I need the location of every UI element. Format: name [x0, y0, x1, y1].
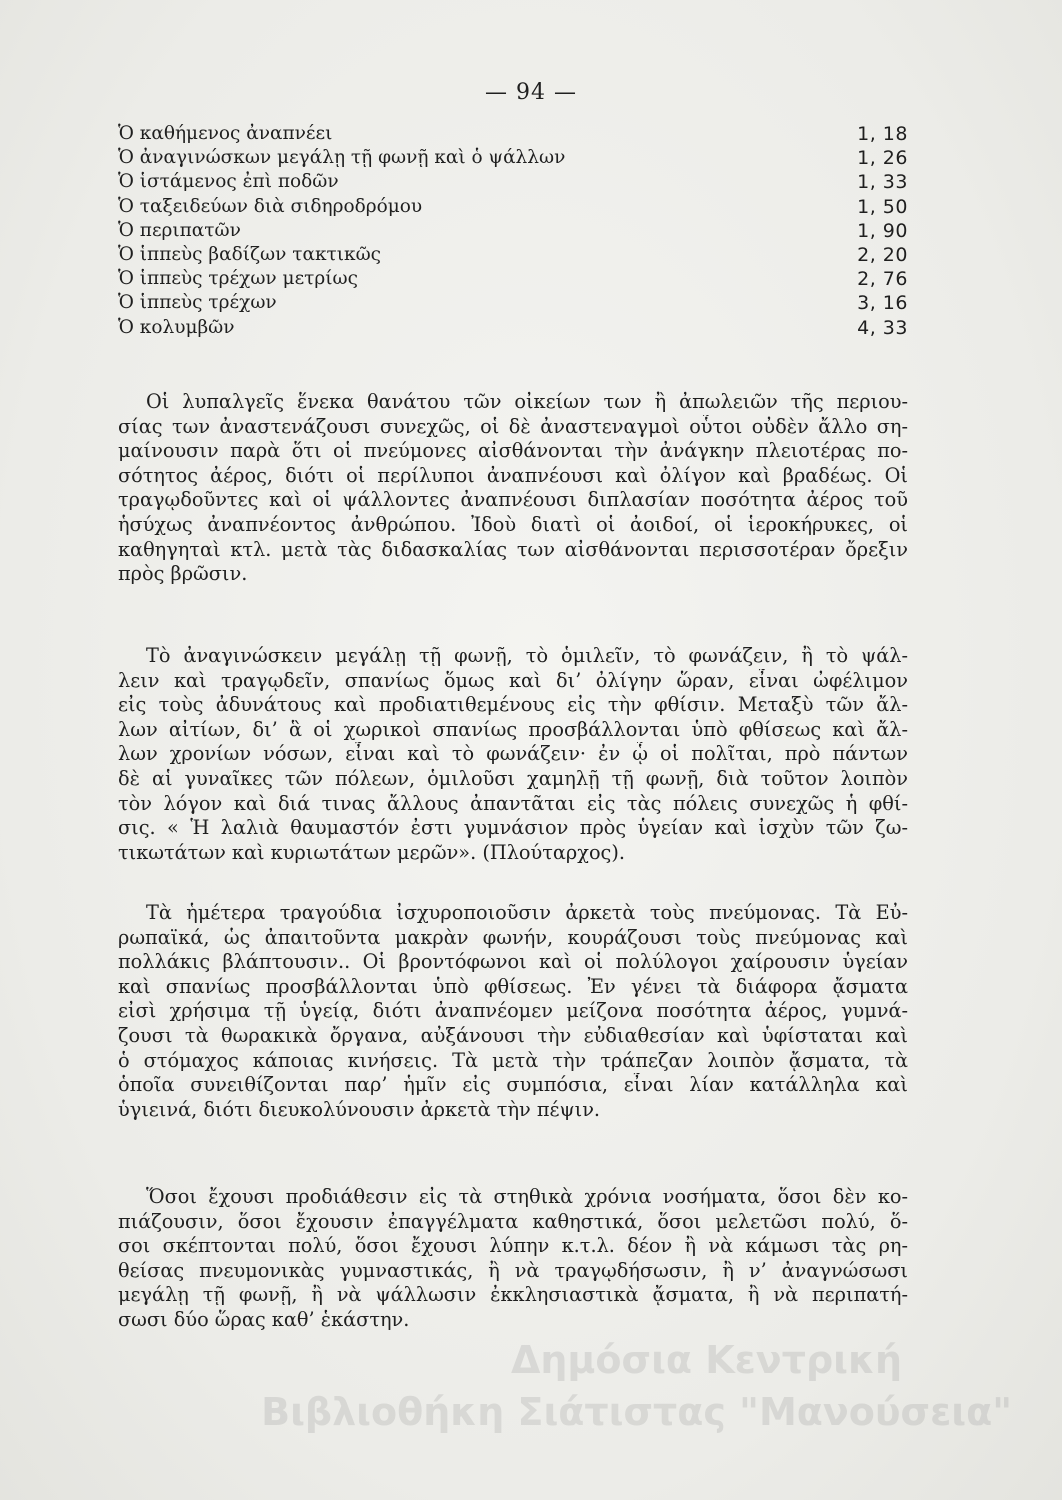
- text-line: ρωπαϊκά, ὡς ἀπαιτοῦντα μακρὰν φωνήν, κουράζουσι τοὺς πνεύμονας καὶ: [118, 925, 908, 949]
- row-label: Ὁ καθήμενος ἀναπνέει: [118, 123, 333, 144]
- table-row: [118, 122, 908, 146]
- paragraph-reading-aloud: [118, 644, 908, 865]
- text-line: σοι σκέπτονται πολύ, ὅσοι ἔχουσι λύπην κ.τ.λ. δέον ἢ νὰ κάμωσι τὰς ρη-: [118, 1234, 908, 1258]
- row-label: Ὁ ἱππεὺς βαδίζων τακτικῶς: [118, 243, 382, 265]
- row-label: Ὁ ἱππεὺς τρέχων μετρίως: [118, 268, 358, 290]
- text-line: σωσι δύο ὥρας καθ’ ἑκάστην.: [118, 1307, 410, 1331]
- table-row: [118, 267, 908, 291]
- text-line: μεγάλῃ τῇ φωνῇ, ἢ νὰ ψάλλωσιν ἐκκλησιαστικὰ ᾄσματα, ἢ νὰ περιπατή-: [118, 1283, 908, 1307]
- row-value: 1, 90: [857, 219, 908, 242]
- text-line: ὁ στόμαχος κάποιας κινήσεις. Τὰ μετὰ τὴν τράπεζαν λοιπὸν ᾄσματα, τὰ: [118, 1048, 908, 1072]
- text-line: ὑγιεινά, διότι διευκολύνουσιν ἀρκετὰ τὴν πέψιν.: [118, 1097, 601, 1121]
- table-row: [118, 291, 908, 315]
- text-line: δὲ αἱ γυναῖκες τῶν πόλεων, ὁμιλοῦσι χαμηλῇ τῇ φωνῇ, διὰ τοῦτον λοιπὸν: [118, 766, 908, 790]
- text-line: σις. « Ἡ λαλιὰ θαυμαστόν ἐστι γυμνάσιον πρὸς ὑγείαν καὶ ἰσχὺν τῶν ζω-: [118, 816, 908, 840]
- text-line: πιάζουσιν, ὅσοι ἔχουσιν ἐπαγγέλματα καθηστικά, ὅσοι μελετῶσι πολύ, ὅ-: [118, 1209, 908, 1233]
- page-number: — 94 —: [485, 80, 577, 105]
- library-watermark-line-1: Δημόσια Κεντρική: [510, 1338, 902, 1382]
- text-line: σότητος ἀέρος, διότι οἱ περίλυποι ἀναπνέουσι καὶ ὀλίγον καὶ βραδέως. Οἱ: [118, 463, 908, 487]
- row-value: 1, 18: [857, 123, 908, 145]
- text-line: λων αἰτίων, δι’ ἃ οἱ χωρικοὶ σπανίως προσβάλλονται ὑπὸ φθίσεως καὶ ἄλ-: [118, 717, 908, 741]
- text-line: λειν καὶ τραγῳδεῖν, σπανίως ὅμως καὶ δι’ ὀλίγην ὥραν, εἶναι ὠφέλιμον: [118, 668, 908, 692]
- paragraph-predisposition: [118, 1185, 908, 1333]
- text-line: τραγῳδοῦντες καὶ οἱ ψάλλοντες ἀναπνέουσι διπλασίαν ποσότητα ἀέρος τοῦ: [118, 488, 908, 512]
- table-row: [118, 316, 908, 340]
- text-line: πολλάκις βλάπτουσιν.. Οἱ βροντόφωνοι καὶ οἱ πολύλογοι χαίρουσιν ὑγείαν: [118, 950, 908, 974]
- text-line: μαίνουσιν παρὰ ὅτι οἱ πνεύμονες αἰσθάνονται τὴν ἀνάγκην πλειοτέρας πο-: [118, 439, 908, 463]
- text-line: Οἱ λυπαλγεῖς ἕνεκα θανάτου τῶν οἰκείων των ἢ ἀπωλειῶν τῆς περιου-: [146, 390, 908, 413]
- row-label: Ὁ ἀναγινώσκων μεγάλῃ τῇ φωνῇ καὶ ὁ ψάλλων: [118, 147, 566, 169]
- text-line: καθηγηταὶ κτλ. μετὰ τὰς διδασκαλίας των αἰσθάνονται περισσοτέραν ὄρεξιν: [118, 537, 908, 561]
- text-line: Τὸ ἀναγινώσκειν μεγάλῃ τῇ φωνῇ, τὸ ὁμιλεῖν, τὸ φωνάζειν, ἢ τὸ ψάλ-: [146, 644, 908, 667]
- row-label: Ὁ ἱστάμενος ἐπὶ ποδῶν: [118, 171, 339, 193]
- respiration-table: [118, 122, 908, 340]
- text-line: λων χρονίων νόσων, εἶναι καὶ τὸ φωνάζειν· ἐν ᾧ οἱ πολῖται, πρὸ πάντων: [118, 742, 908, 766]
- paragraph-grief-breathing: [118, 390, 908, 587]
- text-line: πρὸς βρῶσιν.: [118, 562, 248, 586]
- row-label: Ὁ ταξειδεύων διὰ σιδηροδρόμου: [118, 195, 423, 217]
- row-label: Ὁ περιπατῶν: [118, 219, 241, 241]
- table-row: [118, 243, 908, 267]
- table-row: [118, 195, 908, 219]
- text-line: εἰσὶ χρήσιμα τῇ ὑγείᾳ, διότι ἀναπνέομεν μείζονα ποσότητα ἀέρος, γυμνά-: [118, 999, 908, 1023]
- text-line: ζουσι τὰ θωρακικὰ ὄργανα, αὐξάνουσι τὴν εὐδιαθεσίαν καὶ ὑφίσταται καὶ: [118, 1023, 908, 1047]
- row-label: Ὁ κολυμβῶν: [118, 316, 235, 338]
- table-row: [118, 146, 908, 170]
- paragraph-songs: [118, 901, 908, 1122]
- row-value: 1, 33: [857, 171, 908, 194]
- row-value: 1, 50: [857, 195, 908, 218]
- row-value: 4, 33: [857, 316, 908, 339]
- text-line: Ὅσοι ἔχουσι προδιάθεσιν εἰς τὰ στηθικὰ χρόνια νοσήματα, ὅσοι δὲν κο-: [146, 1185, 908, 1208]
- text-line: θείσας πνευμονικὰς γυμναστικάς, ἢ νὰ τραγῳδήσωσιν, ἢ ν’ ἀναγνώσωσι: [118, 1258, 908, 1282]
- text-line: ὁποῖα συνειθίζονται παρ’ ἡμῖν εἰς συμπόσια, εἶναι λίαν κατάλληλα καὶ: [118, 1073, 908, 1097]
- row-label: Ὁ ἱππεὺς τρέχων: [118, 292, 277, 314]
- table-row: [118, 219, 908, 243]
- text-line: καὶ σπανίως προσβάλλονται ὑπὸ φθίσεως. Ἐν γένει τὰ διάφορα ᾄσματα: [118, 974, 908, 998]
- library-watermark-line-2: Βιβλιοθήκη Σιάτιστας "Μανούσεια": [261, 1390, 1012, 1434]
- row-value: 1, 26: [857, 147, 908, 170]
- row-value: 2, 20: [857, 243, 908, 266]
- text-line: σίας των ἀναστενάζουσι συνεχῶς, οἱ δὲ ἀναστεναγμοὶ οὗτοι οὐδὲν ἄλλο ση-: [118, 414, 908, 438]
- text-line: εἰς τοὺς ἀδυνάτους καὶ προδιατιθεμένους εἰς τὴν φθίσιν. Μεταξὺ τῶν ἄλ-: [118, 693, 908, 717]
- row-value: 3, 16: [857, 292, 908, 315]
- text-line: Τὰ ἡμέτερα τραγούδια ἰσχυροποιοῦσιν ἀρκετὰ τοὺς πνεύμονας. Τὰ Εὐ-: [146, 901, 908, 924]
- text-line: τὸν λόγον καὶ διά τινας ἄλλους ἀπαντᾶται εἰς τὰς πόλεις συνεχῶς ἡ φθί-: [118, 791, 908, 815]
- text-line: τικωτάτων καὶ κυριωτάτων μερῶν». (Πλούταρχος).: [118, 840, 626, 864]
- text-line: ἡσύχως ἀναπνέοντος ἀνθρώπου. Ἰδοὺ διατὶ οἱ ἀοιδοί, οἱ ἱεροκήρυκες, οἱ: [118, 512, 908, 536]
- table-row: [118, 170, 908, 194]
- row-value: 2, 76: [857, 268, 908, 291]
